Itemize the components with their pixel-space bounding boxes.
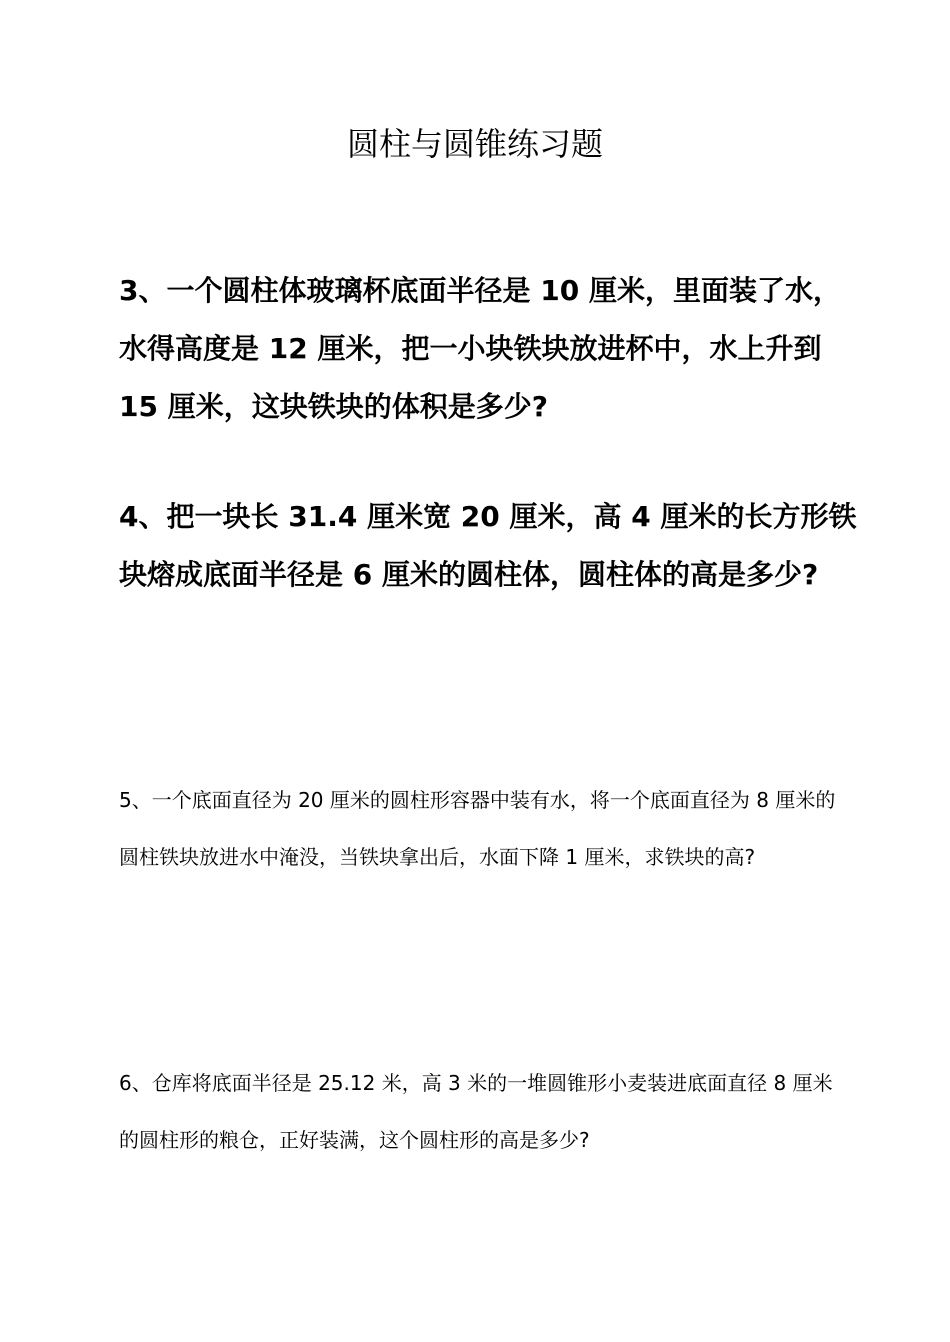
question-6: 6、仓库将底面半径是 25.12 米，高 3 米的一堆圆锥形小麦装进底面直径 8 厘米的圆柱形的粮仓，正好装满，这个圆柱形的高是多少? — [119, 1071, 833, 1152]
question-5: 5、一个底面直径为 20 厘米的圆柱形容器中装有水，将一个底面直径为 8 厘米的圆柱铁块放进水中淹没，当铁块拿出后，水面下降 1 厘米，求铁块的高? — [119, 788, 836, 869]
question-4: 4、把一块长 31.4 厘米宽 20 厘米，高 4 厘米的长方形铁块熔成底面半径是 6 厘米的圆柱体，圆柱体的高是多少? — [119, 500, 857, 591]
question-3: 3、一个圆柱体玻璃杯底面半径是 10 厘米，里面装了水，水得高度是 12 厘米，把一小块铁块放进杯中，水上升到 15 厘米，这块铁块的体积是多少? — [119, 274, 841, 423]
page-title: 圆柱与圆锥练习题 — [346, 125, 603, 163]
